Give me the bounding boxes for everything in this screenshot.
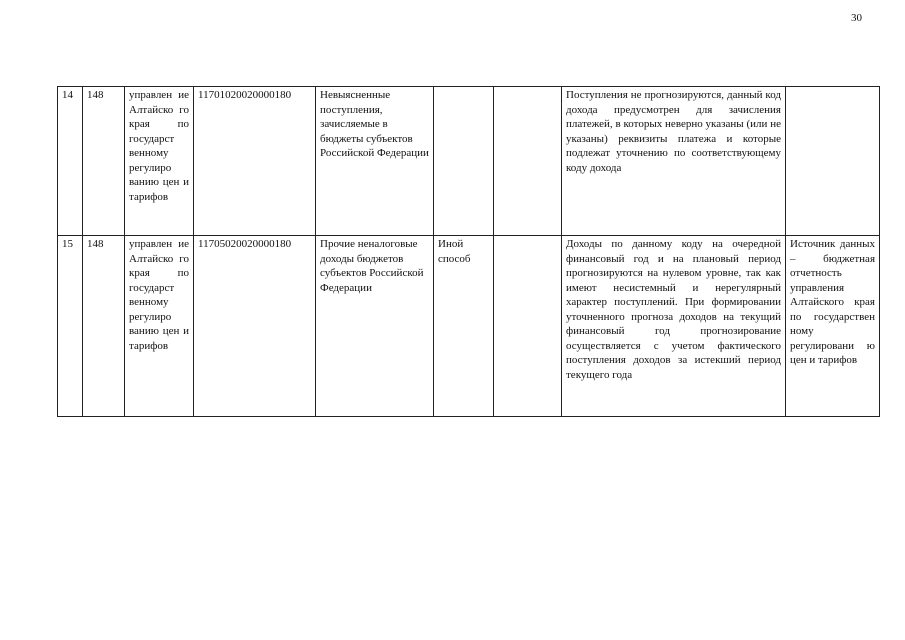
data-source: Источник данных – бюджетная отчетность управления Алтайского края по государствен ному регулировани ю цен и тарифов	[786, 236, 880, 417]
income-name: Невыясненные поступления, зачисляемые в бюджеты субъектов Российской Федерации	[316, 87, 434, 236]
revenue-forecast-table	[57, 86, 880, 417]
forecast-formula	[494, 236, 562, 417]
data-source	[786, 87, 880, 236]
income-name: Прочие неналоговые доходы бюджетов субъектов Российской Федерации	[316, 236, 434, 417]
forecast-algorithm: Доходы по данному коду на очередной финансовый год и на плановый период прогнозируются на нулевом уровне, так как имеют несистемный и нерегулярный характер поступлений. При формировании уточненного прогноза доходов на текущий финансовый год прогнозирование осуществляется с учетом фактического поступления доходов за истекший период текущего года	[562, 236, 786, 417]
forecast-method: Иной способ	[434, 236, 494, 417]
forecast-algorithm: Поступления не прогнозируются, данный код дохода предусмотрен для зачисления платежей, в которых неверно указаны (или не указаны) реквизиты платежа и которые подлежат уточнению по соответствующему коду дохода	[562, 87, 786, 236]
kbk-code: 11701020020000180	[194, 87, 316, 236]
admin-code: 148	[83, 236, 125, 417]
row-number: 14	[58, 87, 83, 236]
table-row	[58, 236, 880, 417]
admin-code: 148	[83, 87, 125, 236]
kbk-code: 11705020020000180	[194, 236, 316, 417]
row-number: 15	[58, 236, 83, 417]
page-number: 30	[851, 12, 862, 24]
forecast-formula	[494, 87, 562, 236]
forecast-method	[434, 87, 494, 236]
admin-name: управлен ие Алтайско го края по государст венному регулиро ванию цен и тарифов	[125, 236, 194, 417]
table-row	[58, 87, 880, 236]
admin-name: управлен ие Алтайско го края по государст венному регулиро ванию цен и тарифов	[125, 87, 194, 236]
